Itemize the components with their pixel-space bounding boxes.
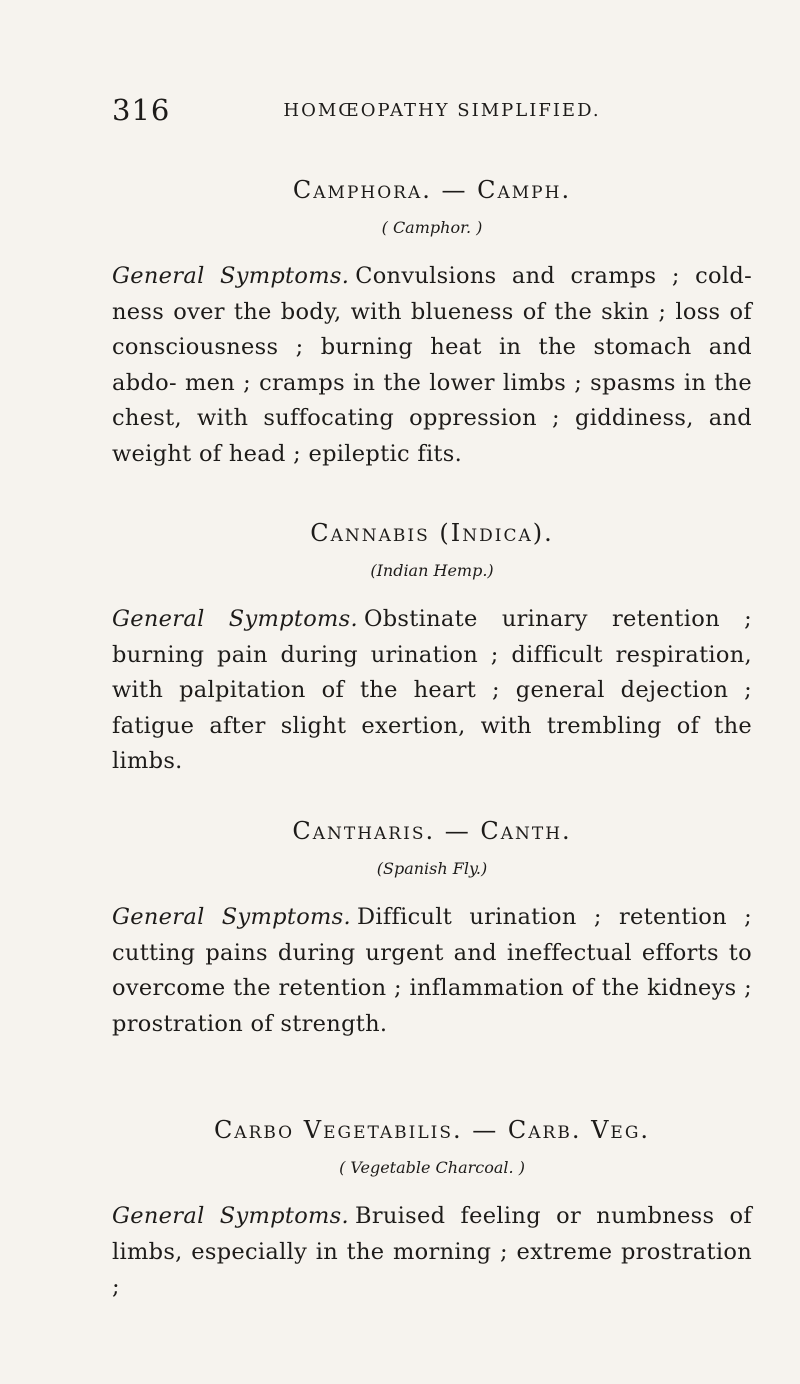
symptoms-text: Difficult urination ; retention ; cutting pains during urgent and ineffectual efforts to overcome the retention ; inflammation of the kidneys ; prostration of strength. <box>112 904 752 1037</box>
symptoms-label: General Symptoms. <box>112 606 358 632</box>
entry-subtitle: ( Vegetable Charcoal. ) <box>339 1158 525 1177</box>
running-title: HOMŒOPATHY SIMPLIFIED. <box>283 100 601 121</box>
entry-title: Cantharis. — Canth. <box>292 817 572 845</box>
entry-title: Cannabis (Indica). <box>310 519 554 547</box>
entry-body <box>112 259 752 472</box>
entry-camphora <box>112 172 752 472</box>
entry-title: Camphora. — Camph. <box>292 176 572 204</box>
symptoms-text: Obstinate urinary retention ; burning pain during urination ; difficult respiration, with palpitation of the heart ; general dejection ; fatigue after slight exertion, with trembling of the limbs. <box>112 606 752 774</box>
symptoms-text: Convulsions and cramps ; cold- ness over the body, with blueness of the skin ; loss of consciousness ; burning heat in the stomach and abdo- men ; cramps in the lower limbs ; spasms in the chest, with suffocating oppression ; giddiness, and weight of head ; epileptic fits. <box>112 263 752 467</box>
entry-subtitle: (Spanish Fly.) <box>376 859 488 878</box>
entry-cantharis <box>112 813 752 1042</box>
symptoms-label: General Symptoms. <box>112 1203 349 1229</box>
entry-body <box>112 602 752 780</box>
entry-carbo-veg <box>112 1112 752 1306</box>
entry-title: Carbo Vegetabilis. — Carb. Veg. <box>213 1116 651 1144</box>
entry-subtitle: ( Camphor. ) <box>381 218 483 237</box>
running-head <box>112 93 752 133</box>
entry-subtitle: (Indian Hemp.) <box>370 561 494 580</box>
symptoms-label: General Symptoms. <box>112 263 350 289</box>
symptoms-label: General Symptoms. <box>112 904 351 930</box>
page-number: 316 <box>112 93 171 127</box>
entry-body <box>112 1199 752 1306</box>
entry-body <box>112 900 752 1042</box>
symptoms-text: Bruised feeling or numbness of limbs, especially in the morning ; extreme prostration ; <box>112 1203 752 1300</box>
entry-cannabis <box>112 515 752 780</box>
